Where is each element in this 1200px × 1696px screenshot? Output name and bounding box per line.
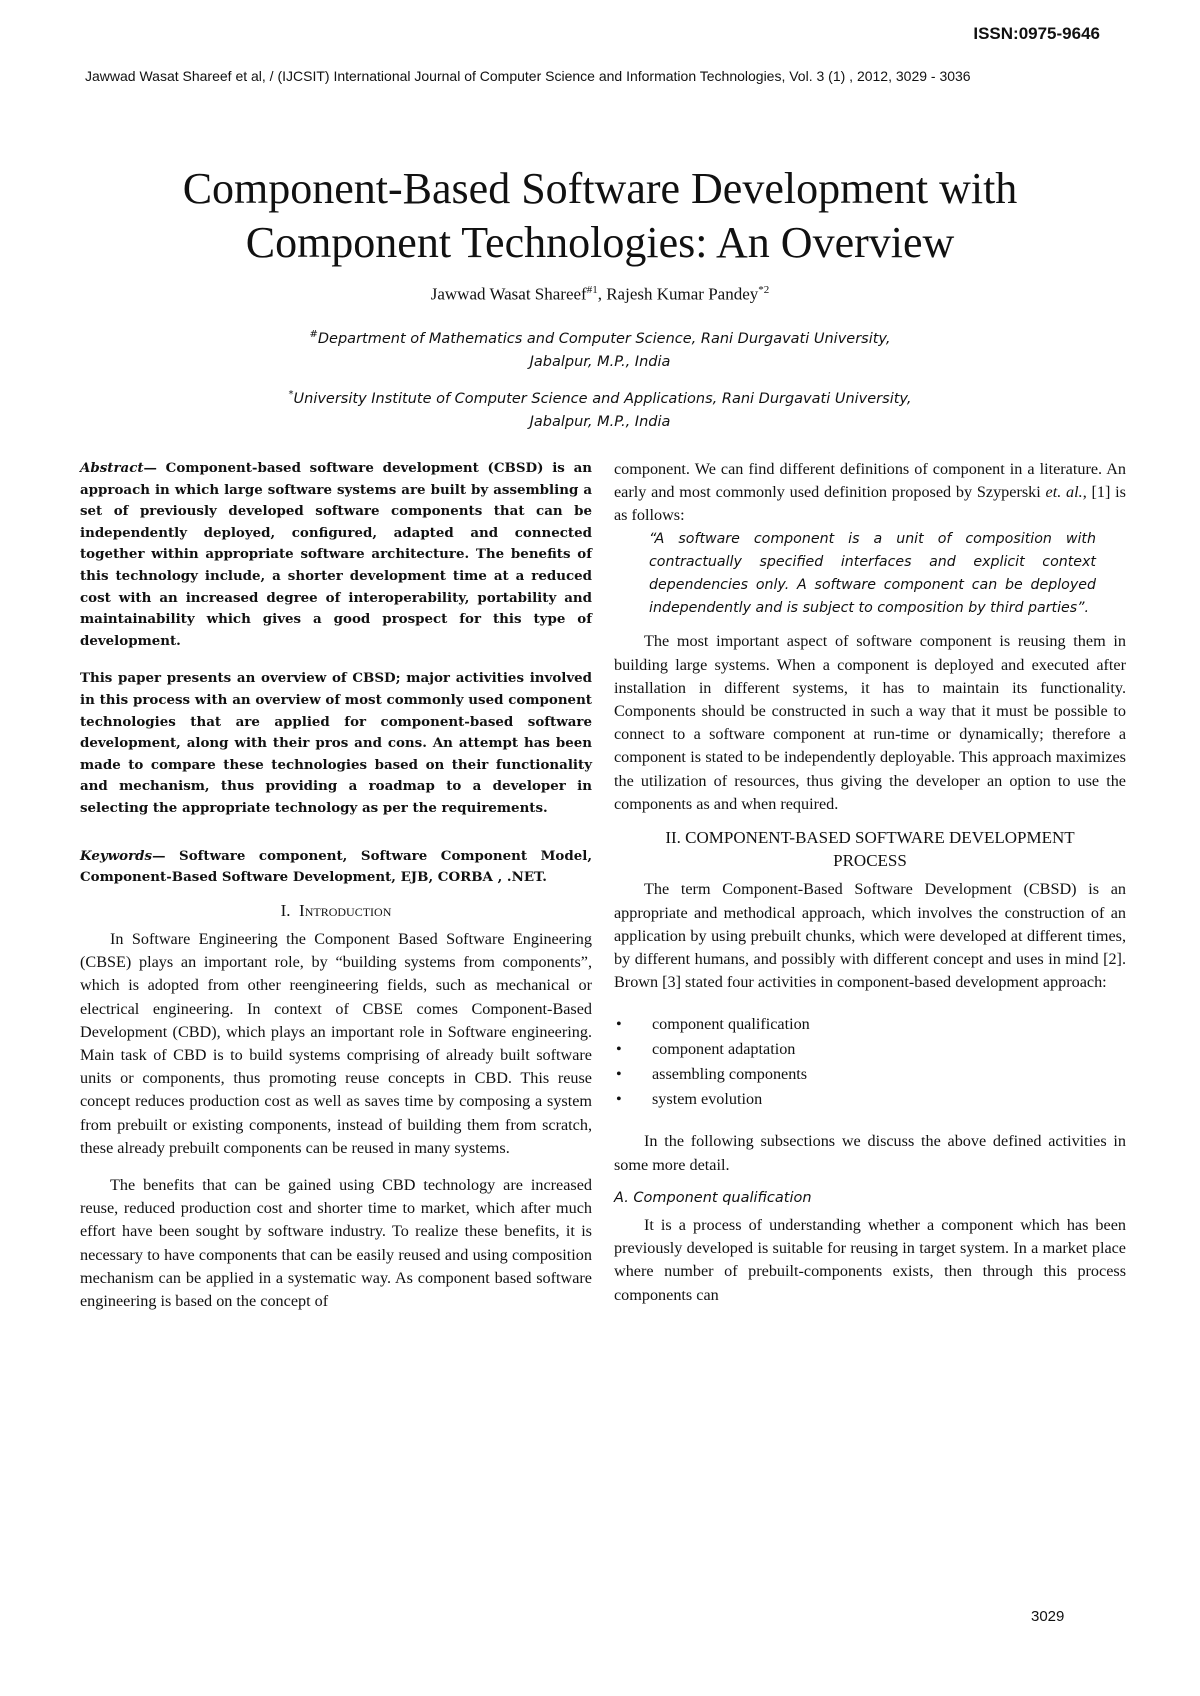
authors <box>0 284 1200 305</box>
list-item: • assembling components <box>652 1062 1126 1087</box>
author-1: Jawwad Wasat Shareef <box>430 284 587 304</box>
right-p1-etal: et. al. <box>1045 483 1083 502</box>
keywords-label: Keywords <box>80 847 153 864</box>
page-number: 3029 <box>1031 1608 1065 1625</box>
subsection-a-heading: A. Component qualification <box>614 1189 812 1206</box>
right-p4: In the following subsections we discuss the above defined activities in some more detail. <box>614 1132 1126 1174</box>
abstract-text-1: Component-based software development (CBSD) is an approach in which large software systems are built by assembling a set of previously developed software components that can be independently deployed, configured, adapted and connected together within appropriate software architecture. The benefits of this technology include, a shorter development time at a reduced cost with an increased degree of interoperability, portability and maintainability which gives a good prospect for this type of development. <box>80 460 592 649</box>
author-1-sup: #1 <box>586 284 598 296</box>
affil-2-mark: * <box>288 389 294 400</box>
keywords <box>80 846 592 889</box>
section-2-title-line-2: PROCESS <box>833 851 907 871</box>
right-p1-text: component. We can find different definitions of component in a literature. An early and most commonly used definition proposed by Szyperski <box>614 460 1126 502</box>
intro-p2: The benefits that can be gained using CBD technology are increased reuse, reduced production cost and shorter time to market, which after much effort have been sought by software industry. To realize these benefits, it is necessary to have components that can be easily reused and using composition mechanism can be applied in a systematic way. As component based software engineering is based on the concept of <box>80 1175 592 1310</box>
affil-2-line-1: University Institute of Computer Science and Applications, Rani Durgavati University, <box>293 390 912 407</box>
list-item: • component qualification <box>652 1012 1126 1037</box>
left-column <box>80 458 592 1313</box>
affil-1-line-2: Jabalpur, M.P., India <box>529 353 671 370</box>
author-2-sup: *2 <box>758 284 770 296</box>
right-p2: The most important aspect of software component is reusing them in building large systems. When a component is deployed and executed after installation in different systems, it has to maintain its functionality. Components should be constructed in such a way that it must be possible to connect to a software component at run-time or dynamically; therefore a component is stated to be independently deployable. This approach maximizes the utilization of resources, thus giving the developer an option to use the components as and when required. <box>614 632 1126 813</box>
right-p1-end: , [1] is as follows: <box>614 483 1126 525</box>
affiliation-1 <box>0 323 1200 374</box>
abstract-dash: — <box>143 460 157 476</box>
title-line-1: Component-Based Software Development with <box>182 164 1018 213</box>
affil-1-line-1: Department of Mathematics and Computer Science, Rani Durgavati University, <box>317 330 891 347</box>
section-1-number: I. <box>280 900 291 920</box>
affil-1-mark: # <box>309 329 318 340</box>
author-sep: , <box>597 284 607 304</box>
section-2-title-line-1: II. COMPONENT-BASED SOFTWARE DEVELOPMENT <box>665 828 1075 848</box>
keywords-text: Software component, Software Component Model, Component-Based Software Development, EJB, CORBA , .NET. <box>80 847 592 886</box>
section-1-heading <box>80 899 592 922</box>
activities-list <box>614 1012 1126 1112</box>
running-head: Jawwad Wasat Shareef et al, / (IJCSIT) International Journal of Computer Science and Information Technologies, Vol. 3 (1) , 2012, 3029 - 3036 <box>85 68 971 84</box>
section-1-title: Introduction <box>299 900 392 920</box>
paper-title <box>60 162 1140 270</box>
right-p1 <box>614 458 1126 528</box>
list-item: • system evolution <box>652 1087 1126 1112</box>
intro-p1: In Software Engineering the Component Based Software Engineering (CBSE) plays an important role, by “building systems from components”, which is adopted from other reengineering fields, such as mechanical or electrical engineering. In context of CBSE comes Component-Based Development (CBD), which plays an important role in Software engineering. Main task of CBD is to build systems comprising of already built software units or components, thus promoting reuse concepts in CBD. This reuse concept reduces production cost as well as saves time by composing a system from prebuilt or existing components, instead of building them from scratch, these already prebuilt components can be reused in many systems. <box>80 929 592 1157</box>
keywords-dash: — <box>152 847 166 864</box>
affil-2-line-2: Jabalpur, M.P., India <box>529 413 671 430</box>
title-line-2: Component Technologies: An Overview <box>245 218 955 267</box>
abstract-label: Abstract <box>80 460 144 476</box>
author-2: Rajesh Kumar Pandey <box>606 284 759 304</box>
right-column <box>614 458 1126 1307</box>
section-2-heading <box>614 826 1126 872</box>
abstract-p1 <box>80 458 592 652</box>
definition-quote: “A software component is a unit of composition with contractually specified interfaces and explicit context dependencies only. A software component can be deployed independently and is subject to composition by third parties”. <box>649 530 1096 617</box>
issn: ISSN:0975-9646 <box>973 24 1100 43</box>
list-item: • component adaptation <box>652 1037 1126 1062</box>
affiliation-2 <box>0 383 1200 434</box>
right-p5: It is a process of understanding whether a component which has been previously developed is suitable for reusing in target system. In a market place where number of prebuilt-components exists, then through this process components can <box>614 1216 1126 1304</box>
right-p3: The term Component-Based Software Development (CBSD) is an appropriate and methodical approach, which involves the construction of an application by using prebuilt chunks, which were developed at different times, by different humans, and possibly with different concept and uses in mind [2]. Brown [3] stated four activities in component-based development approach: <box>614 880 1126 992</box>
abstract-p2: This paper presents an overview of CBSD; major activities involved in this process with an overview of most commonly used component technologies that are applied for component-based software development, along with their pros and cons. An attempt has been made to compare these technologies based on their functionality and mechanism, thus providing a roadmap to a developer in selecting the appropriate technology as per the requirements. <box>80 670 592 816</box>
